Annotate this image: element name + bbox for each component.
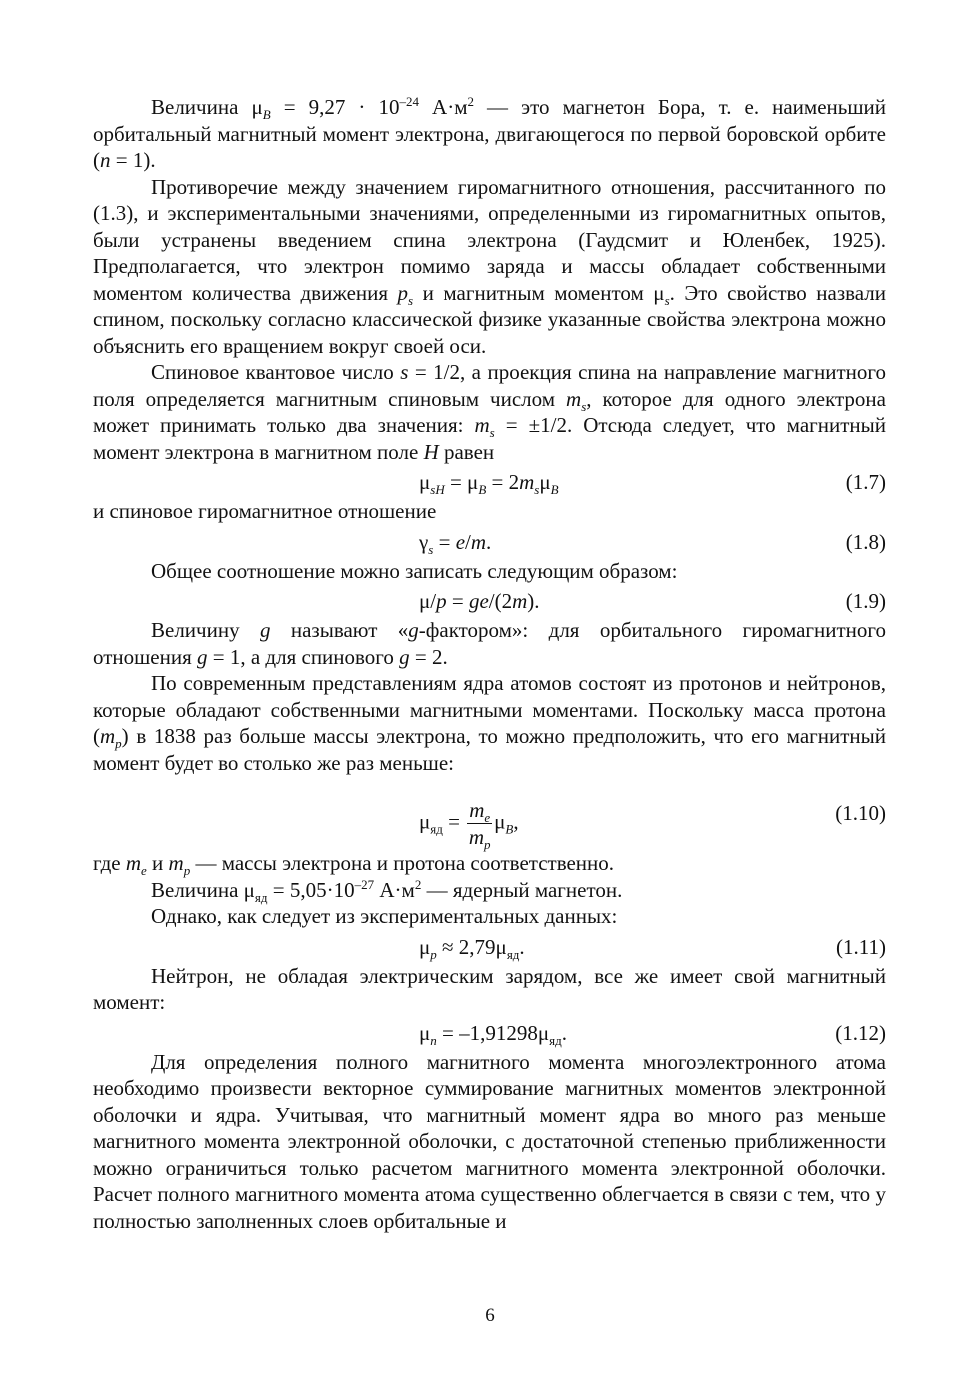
equation-formula <box>419 526 491 558</box>
subscript: s <box>408 292 414 308</box>
subscript: p <box>430 946 437 962</box>
subscript: яд <box>506 946 520 962</box>
text-run: Нейтрон, не обладая электрическим зарядом, все же имеет свой магнитный момент: <box>93 963 886 1014</box>
paragraph <box>93 670 886 776</box>
text-run: /(2 <box>488 589 513 613</box>
page-number: 6 <box>485 1305 495 1326</box>
text-run: и спиновое гиромагнитное отношение <box>93 499 437 523</box>
italic-symbol: ge <box>468 589 489 613</box>
fraction <box>467 797 492 853</box>
text-run: μ <box>494 809 506 834</box>
paragraph <box>93 558 886 585</box>
document-body <box>93 94 886 1234</box>
subscript: s <box>664 292 670 308</box>
text-run: = <box>433 529 456 554</box>
text-run: равен <box>438 439 495 464</box>
subscript: яд <box>430 821 443 837</box>
subscript: s <box>489 425 495 441</box>
paragraph <box>93 963 886 1016</box>
equation-number: (1.7) <box>845 470 886 494</box>
italic-symbol: H <box>423 439 439 464</box>
subscript: s <box>534 482 540 498</box>
equation-formula <box>419 466 559 498</box>
text-run: = 1). <box>110 148 156 172</box>
text-run: μ <box>419 1020 431 1045</box>
paragraph <box>93 1049 886 1235</box>
equation-formula <box>419 1017 567 1049</box>
text-run: . <box>486 529 492 554</box>
text-run: Общее соотношение можно записать следующим образом: <box>151 558 678 583</box>
text-run: Величина μ <box>151 95 263 119</box>
text-run: , которое для одного электрона может принимать только два значения: <box>93 386 886 437</box>
subscript: p <box>484 837 491 853</box>
equation <box>93 585 886 617</box>
text-run: μ <box>419 809 431 834</box>
text-run: — это магнетон Бора, т. е. наименьший орбитальный магнитный момент электрона, двигающегося по первой боровской орбите ( <box>93 95 886 172</box>
text-run: μ/ <box>419 589 437 613</box>
text-run: μ <box>419 470 431 494</box>
subscript: e <box>141 863 147 879</box>
fraction-numerator: $m_e$ <box>469 798 491 826</box>
text-run: Величина μ <box>151 877 255 902</box>
paragraph <box>93 359 886 465</box>
italic-symbol: m <box>125 851 141 875</box>
superscript: 2 <box>467 94 474 109</box>
text-run: А·м <box>374 877 415 902</box>
fraction-denominator: $m_p$ <box>468 825 491 853</box>
text-run: = 1/2, а проекция спина на направление магнитного поля определяется магнитным спиновым числом <box>93 360 886 411</box>
text-run: По современным представлениям ядра атомов состоят из протонов и нейтронов, которые обладают собственными магнитными моментами. Поскольку масса протона ( <box>93 671 886 748</box>
text-run: А·м <box>418 95 468 119</box>
text-run: μ <box>419 934 431 959</box>
paragraph <box>93 94 886 174</box>
italic-symbol: g <box>408 618 419 642</box>
italic-symbol: p <box>397 280 409 305</box>
equation-number: (1.11) <box>836 934 886 959</box>
equation-formula <box>419 797 519 853</box>
paragraph <box>93 617 886 670</box>
subscript: яд <box>254 889 268 905</box>
text-run: ). <box>527 589 540 613</box>
text-run: Спиновое квантовое число <box>151 360 401 384</box>
subscript: B <box>550 482 559 498</box>
equation-formula <box>419 931 525 963</box>
text-run: Для определения полного магнитного момента многоэлектронного атома необходимо произвести векторное суммирование магнитных моментов электронной оболочки и ядра. Учитывая, что магнитный момент ядра во много раз меньше магнитного момента электронной оболочки, с достаточной степенью приближенности можно ограничиться только расчетом магнитного момента электронной оболочки. Расчет полного магнитного момента атома существенно облегчается в связи с тем, что у полностью заполненных слоев орбитальные и <box>93 1049 886 1233</box>
text-run: — массы электрона и протона соответственно. <box>190 851 615 875</box>
equation-number: (1.9) <box>845 589 886 613</box>
equation-number: (1.8) <box>845 529 886 554</box>
text-run: , <box>513 809 519 834</box>
subscript: B <box>262 107 271 123</box>
text-run: Величину <box>151 618 260 642</box>
text-run: Однако, как следует из экспериментальных данных: <box>151 904 618 928</box>
italic-symbol: m <box>566 386 582 411</box>
paragraph <box>93 903 886 930</box>
text-run: называют « <box>270 618 409 642</box>
italic-symbol: n <box>100 148 111 172</box>
italic-symbol: g <box>197 644 208 669</box>
text-run: γ <box>419 529 429 554</box>
paragraph <box>93 174 886 360</box>
italic-symbol: g <box>399 644 410 669</box>
italic-symbol: m <box>519 470 535 494</box>
italic-symbol: m <box>168 851 184 875</box>
italic-symbol: m <box>512 589 528 613</box>
paragraph <box>93 498 886 525</box>
equation-number: (1.12) <box>835 1020 886 1045</box>
text-run: где <box>93 851 126 875</box>
text-run: = μ <box>444 470 479 494</box>
text-run: = 9,27 · 10 <box>270 95 400 119</box>
italic-symbol: p <box>436 589 447 613</box>
superscript: –27 <box>354 876 375 892</box>
equation <box>93 466 886 498</box>
superscript: –24 <box>399 94 419 109</box>
text-run: — ядерный магнетон. <box>421 877 623 902</box>
subscript: s <box>581 398 587 414</box>
text-run: = 2. <box>409 644 448 669</box>
italic-symbol: m <box>100 724 116 748</box>
text-run: = 5,05·10 <box>267 877 355 902</box>
equation <box>93 526 886 558</box>
paragraph <box>93 850 886 877</box>
italic-symbol: m <box>474 413 490 437</box>
subscript: e <box>484 810 491 826</box>
subscript: p <box>115 736 122 752</box>
superscript: 2 <box>414 876 422 892</box>
subscript: sH <box>430 482 445 498</box>
text-run: = 2 <box>486 470 520 494</box>
italic-symbol: e <box>455 529 466 554</box>
equation <box>93 931 886 963</box>
subscript: B <box>505 821 514 837</box>
text-run: = <box>446 589 469 613</box>
text-run: = ±1/2. Отсюда следует, что магнитный момент электрона в магнитном поле <box>93 413 886 464</box>
text-run: ) в 1838 раз больше массы электрона, то можно предположить, что его магнитный момент будет во столько же раз меньше: <box>93 724 886 775</box>
text-run: . Это свойство назвали спином, поскольку согласно классической физике указанные свойства электрона можно объяснить его вращением вокруг своей оси. <box>93 280 886 358</box>
text-run: = <box>442 809 466 834</box>
text-run: . <box>519 934 525 959</box>
subscript: яд <box>549 1032 562 1048</box>
text-run: ≈ 2,79μ <box>436 934 507 959</box>
italic-symbol: s <box>400 360 409 384</box>
paragraph <box>93 877 886 904</box>
italic-symbol: m <box>470 529 487 554</box>
text-run: и <box>146 851 169 875</box>
text-run: -фактором»: для орбитального гиромагнитного отношения <box>93 618 886 669</box>
text-run: / <box>465 529 471 554</box>
text-run: и магнитным моментом μ <box>413 280 665 305</box>
subscript: n <box>430 1032 437 1048</box>
text-run: = 1, а для спинового <box>207 644 400 669</box>
equation <box>93 777 886 853</box>
text-run: . <box>561 1020 567 1045</box>
text-run: = –1,91298μ <box>436 1020 550 1045</box>
text-run: μ <box>539 470 551 494</box>
equation-number: (1.10) <box>835 801 886 825</box>
italic-symbol: g <box>259 618 271 642</box>
subscript: B <box>478 482 487 498</box>
equation <box>93 1017 886 1049</box>
subscript: s <box>428 541 434 557</box>
text-run: Противоречие между значением гиромагнитного отношения, рассчитанного по (1.3), и экспериментальными значениями, определенными из гиромагнитных опытов, были устранены введением спина электрона (Гаудсмит и Юленбек, 1925). Предполагается, что электрон помимо заряда и массы обладает собственными моментом количества движения <box>93 174 886 305</box>
equation-formula <box>419 585 540 617</box>
subscript: p <box>183 863 191 879</box>
